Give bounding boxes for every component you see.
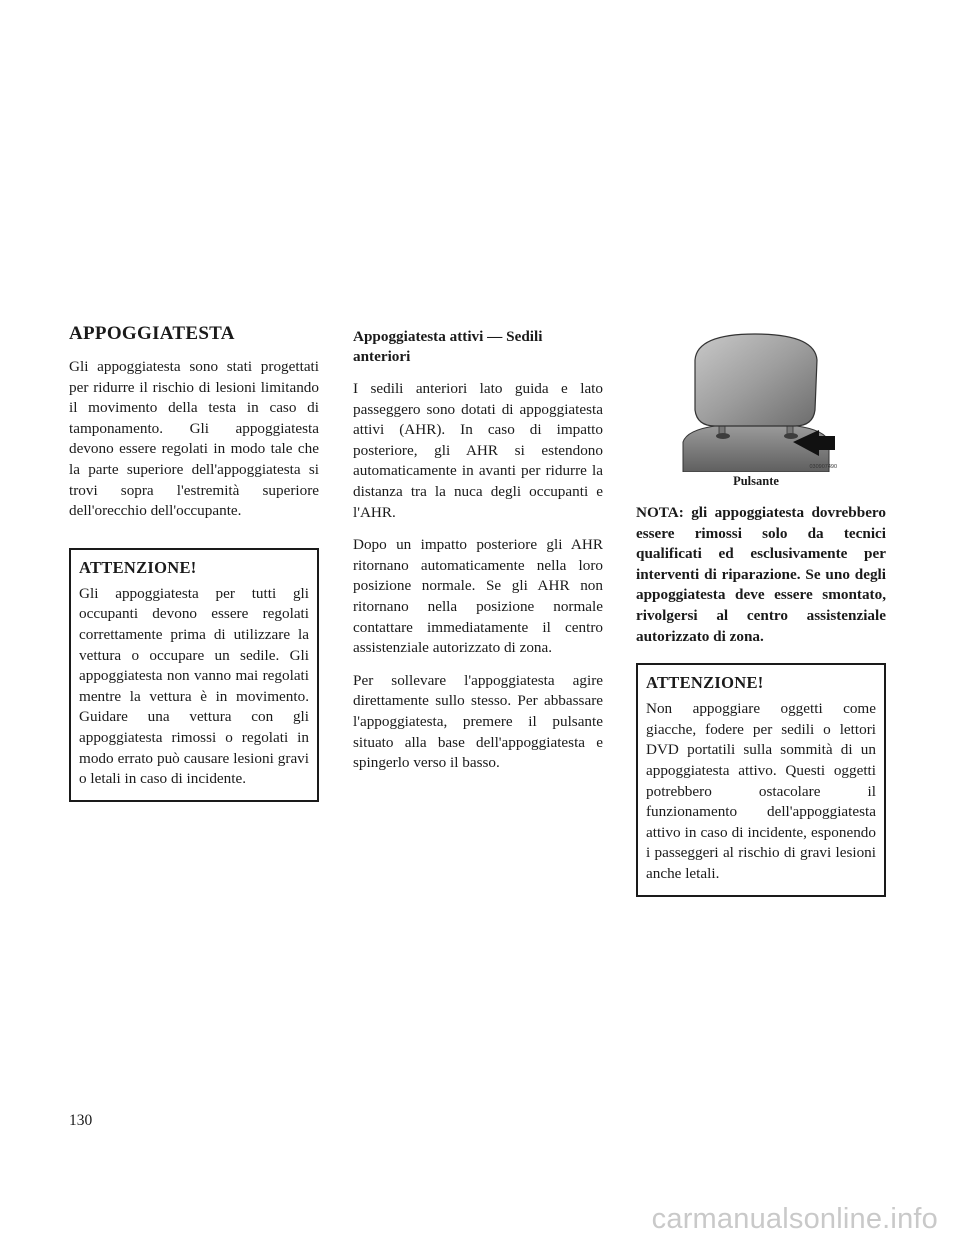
headrest-illustration — [675, 330, 837, 472]
warning-text: Non appoggiare oggetti come giacche, fodere per sedili o lettori DVD portatili sulla sommità di un appoggiatesta attivo. Questi oggetti potrebbero ostacolare il funzionamento dell'appoggiatesta attivo in caso di incidente, esponendo i passeggeri al rischio di gravi lesioni anche letali. — [646, 700, 876, 882]
intro-paragraph: Gli appoggiatesta sono stati progettati per ridurre il rischio di lesioni limitando il movimento della testa in caso di tamponamento. Gli appoggiatesta devono essere regolati in modo tale che la parte superiore dell'appoggiatesta si trovi sopra l'estremità superiore dell'orecchio dell'occupante. — [69, 358, 319, 520]
headrest-figure — [675, 330, 837, 472]
section-title: APPOGGIATESTA — [69, 323, 235, 344]
subheading-active-headrests: Appoggiatesta attivi — Sedili anteriori — [353, 328, 543, 365]
column-left — [69, 357, 319, 802]
warning-box-objects — [636, 663, 886, 896]
warning-title: ATTENZIONE! — [646, 673, 764, 693]
column-right — [636, 330, 886, 897]
adjust-paragraph: Per sollevare l'appoggiatesta agire direttamente sullo stesso. Per abbassare l'appoggiatesta, premere il pulsante situato alla base dell'appoggiatesta e spingerlo verso il basso. — [353, 671, 603, 772]
active-headrest-paragraph: I sedili anteriori lato guida e lato passeggero sono dotati di appoggiatesta attivi (AHR). In caso di impatto posteriore, gli AHR si estendono automaticamente in avanti per ridurre la distanza tra la nuca degli occupanti e l'AHR. — [353, 380, 603, 521]
column-middle — [353, 327, 603, 774]
warning-box-seat-adjust — [69, 548, 319, 802]
warning-title: ATTENZIONE! — [79, 557, 197, 577]
figure-caption: Pulsante — [733, 474, 779, 488]
figure-code: 030907490 — [809, 464, 837, 470]
warning-text: Gli appoggiatesta per tutti gli occupanti devono essere regolati correttamente prima di utilizzare la vettura o occupare un sedile. Gli appoggiatesta non vanno mai regolati mentre la vettura è in movimento. Guidare una vettura con gli appoggiatesta rimossi o regolati in modo errato può causare lesioni gravi o letali in caso di incidente. — [79, 584, 309, 788]
watermark: carmanualsonline.info — [651, 1203, 938, 1235]
page-number: 130 — [69, 1112, 93, 1129]
note-paragraph: NOTA: gli appoggiatesta dovrebbero essere rimossi solo da tecnici qualificati ed esclusivamente per interventi di riparazione. Se uno degli appoggiatesta deve essere smontato, rivolgersi al centro assistenziale autorizzato di zona. — [636, 504, 886, 645]
after-impact-paragraph: Dopo un impatto posteriore gli AHR ritornano automaticamente nella loro posizione normale. Se gli AHR non ritornano nella posizione normale contattare immediatamente il centro assistenziale autorizzato di zona. — [353, 536, 603, 657]
